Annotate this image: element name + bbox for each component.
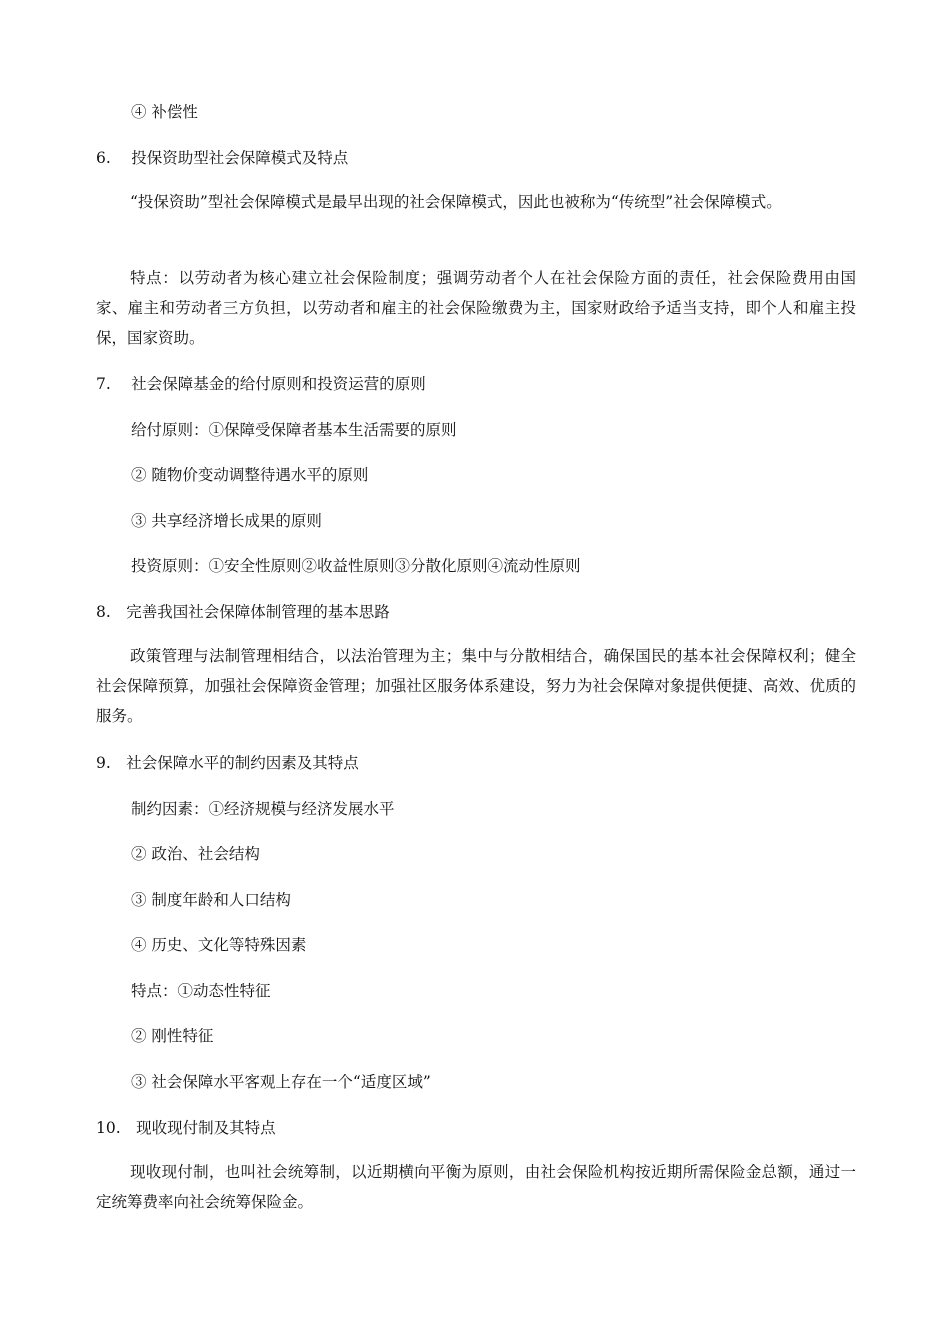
paragraph: 政策管理与法制管理相结合，以法治管理为主；集中与分散相结合，确保国民的基本社会保障权利；健全社会保障预算，加强社会保障资金管理；加强社区服务体系建设，努力为社会保障对象提供便捷、高效、优质的服务。 xyxy=(96,647,856,725)
section-heading: 7. 社会保障基金的给付原则和投资运营的原则 xyxy=(96,375,426,393)
section-heading: 8. 完善我国社会保障体制管理的基本思路 xyxy=(96,603,390,621)
list-item: ② 刚性特征 xyxy=(131,1027,214,1045)
list-item: ④ 历史、文化等特殊因素 xyxy=(131,936,307,954)
list-item: ③ 制度年龄和人口结构 xyxy=(131,891,291,909)
section-heading: 9. 社会保障水平的制约因素及其特点 xyxy=(96,754,359,772)
list-item: ③ 社会保障水平客观上存在一个“适度区域” xyxy=(131,1073,431,1091)
paragraph: “投保资助”型社会保障模式是最早出现的社会保障模式，因此也被称为“传统型”社会保障模式。 xyxy=(130,193,782,211)
list-item: 制约因素：①经济规模与经济发展水平 xyxy=(131,800,395,818)
list-item: ② 政治、社会结构 xyxy=(131,845,260,863)
list-item: ④ 补偿性 xyxy=(131,103,198,121)
list-item: ③ 共享经济增长成果的原则 xyxy=(131,512,322,530)
list-item: 投资原则：①安全性原则②收益性原则③分散化原则④流动性原则 xyxy=(131,557,581,575)
paragraph: 现收现付制，也叫社会统筹制，以近期横向平衡为原则，由社会保险机构按近期所需保险金总额，通过一定统筹费率向社会统筹保险金。 xyxy=(96,1163,856,1211)
list-item: 给付原则：①保障受保障者基本生活需要的原则 xyxy=(131,421,457,439)
list-item: ② 随物价变动调整待遇水平的原则 xyxy=(131,466,369,484)
section-heading: 10. 现收现付制及其特点 xyxy=(96,1119,276,1137)
list-item: 特点：①动态性特征 xyxy=(131,982,271,1000)
paragraph: 特点：以劳动者为核心建立社会保险制度；强调劳动者个人在社会保险方面的责任，社会保险费用由国家、雇主和劳动者三方负担，以劳动者和雇主的社会保险缴费为主，国家财政给予适当支持，即个人和雇主投保，国家资助。 xyxy=(96,269,856,347)
section-heading: 6. 投保资助型社会保障模式及特点 xyxy=(96,149,349,167)
